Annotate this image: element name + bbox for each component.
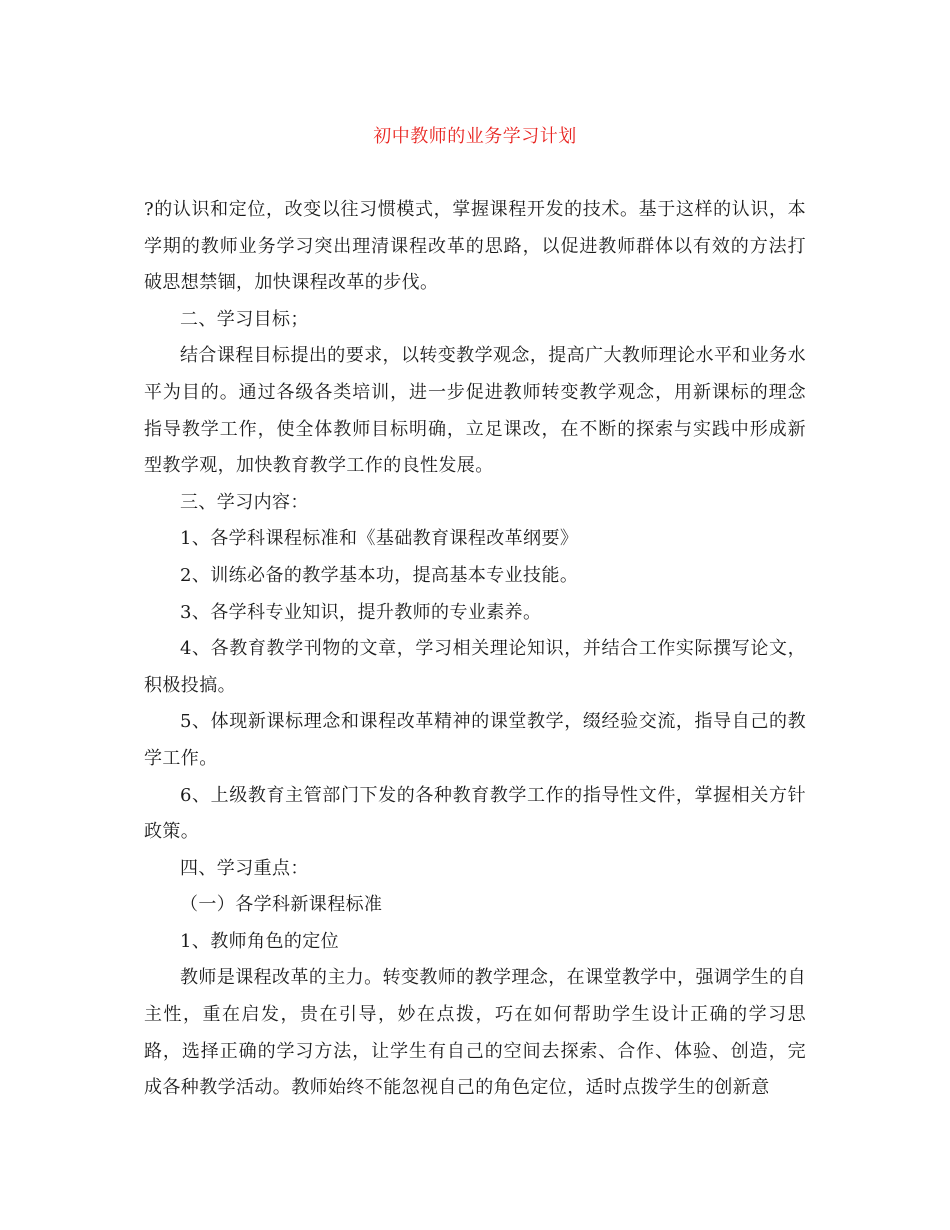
document-body	[144, 192, 806, 1107]
list-item-content-5: 5、体现新课标理念和课程改革精神的课堂教学，缀经验交流，指导自己的教学工作。	[144, 711, 806, 769]
subsection-heading-teacher-role: 1、教师角色的定位	[180, 930, 340, 952]
document-title: 初中教师的业务学习计划	[373, 126, 577, 147]
list-item-content-3: 3、各学科专业知识，提升教师的专业素养。	[180, 601, 542, 623]
paragraph-goals: 结合课程目标提出的要求，以转变教学观念，提高广大教师理论水平和业务水平为目的。通过各级各类培训，进一步促进教师转变教学观念，用新课标的理念指导教学工作，使全体教师目标明确，立足课改，在不断的探索与实践中形成新型教学观，加快教育教学工作的良性发展。	[144, 345, 806, 477]
paragraph-intro: ?的认识和定位，改变以往习惯模式，掌握课程开发的技术。基于这样的认识，本学期的教师业务学习突出理清课程改革的思路，以促进教师群体以有效的方法打破思想禁锢，加快课程改革的步伐。	[144, 199, 806, 294]
section-heading-focus: 四、学习重点：	[180, 857, 309, 879]
paragraph-teacher-role: 教师是课程改革的主力。转变教师的教学理念，在课堂教学中，强调学生的自主性，重在启发，贵在引导，妙在点拨，巧在如何帮助学生设计正确的学习思路，选择正确的学习方法，让学生有自己的空间去探索、合作、体验、创造，完成各种教学活动。教师始终不能忽视自己的角色定位，适时点拨学生的创新意	[144, 967, 806, 1099]
section-heading-goals: 二、学习目标；	[180, 308, 309, 330]
section-heading-content: 三、学习内容：	[180, 491, 309, 513]
subsection-heading-standards: （一）各学科新课程标准	[180, 894, 383, 916]
list-item-content-2: 2、训练必备的教学基本功，提高基本专业技能。	[180, 564, 579, 586]
list-item-content-4: 4、各教育教学刊物的文章，学习相关理论知识，并结合工作实际撰写论文，积极投搞。	[144, 638, 806, 696]
list-item-content-1: 1、各学科课程标准和《基础教育课程改革纲要》	[180, 528, 579, 550]
list-item-content-6: 6、上级教育主管部门下发的各种教育教学工作的指导性文件，掌握相关方针政策。	[144, 784, 806, 843]
